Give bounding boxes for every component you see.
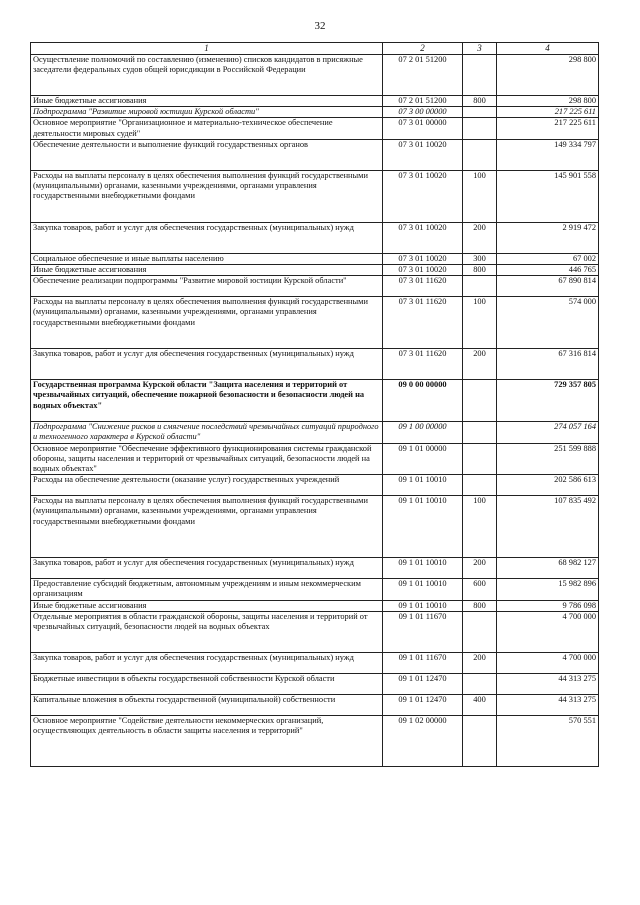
row-type-cell: 100 bbox=[463, 297, 497, 349]
row-amount-cell: 298 800 bbox=[497, 55, 599, 96]
row-code-cell: 09 1 01 11670 bbox=[383, 652, 463, 673]
row-name-cell: Отдельные мероприятия в области гражданской обороны, защиты населения и территорий от чрезвычайных ситуаций, безопасности людей на водных объектах bbox=[31, 611, 383, 652]
row-amount-cell: 9 786 098 bbox=[497, 600, 599, 611]
table-row bbox=[31, 422, 599, 443]
row-type-cell bbox=[463, 673, 497, 694]
row-type-cell bbox=[463, 276, 497, 297]
table-row bbox=[31, 443, 599, 475]
table-row bbox=[31, 475, 599, 496]
row-code-cell: 09 1 01 10010 bbox=[383, 558, 463, 579]
header-col-4: 4 bbox=[497, 43, 599, 55]
row-name-cell: Подпрограмма "Снижение рисков и смягчение последствий чрезвычайных ситуаций природного и техногенного характера в Курской области" bbox=[31, 422, 383, 443]
row-name-cell: Осуществление полномочий по составлению (изменению) списков кандидатов в присяжные заседатели федеральных судов общей юрисдикции в Российской Федерации bbox=[31, 55, 383, 96]
row-name-cell: Предоставление субсидий бюджетным, автономным учреждениям и иным некоммерческим организациям bbox=[31, 579, 383, 600]
row-type-cell: 200 bbox=[463, 349, 497, 380]
row-type-cell: 600 bbox=[463, 579, 497, 600]
row-type-cell: 800 bbox=[463, 96, 497, 107]
table-row bbox=[31, 715, 599, 766]
row-type-cell bbox=[463, 715, 497, 766]
row-type-cell: 800 bbox=[463, 265, 497, 276]
row-code-cell: 09 1 01 12470 bbox=[383, 694, 463, 715]
row-name-cell: Расходы на обеспечение деятельности (оказание услуг) государственных учреждений bbox=[31, 475, 383, 496]
table-row bbox=[31, 276, 599, 297]
row-type-cell bbox=[463, 443, 497, 475]
row-name-cell: Расходы на выплаты персоналу в целях обеспечения выполнения функций государственными (муниципальными) органами, казенными учреждениями, органами управления государственными внебюджетными фондами bbox=[31, 297, 383, 349]
row-type-cell: 200 bbox=[463, 558, 497, 579]
header-col-2: 2 bbox=[383, 43, 463, 55]
table-row bbox=[31, 579, 599, 600]
row-name-cell: Иные бюджетные ассигнования bbox=[31, 600, 383, 611]
row-code-cell: 07 3 00 00000 bbox=[383, 107, 463, 118]
row-name-cell: Капитальные вложения в объекты государственной (муниципальной) собственности bbox=[31, 694, 383, 715]
row-amount-cell: 446 765 bbox=[497, 265, 599, 276]
table-row bbox=[31, 349, 599, 380]
row-type-cell: 100 bbox=[463, 496, 497, 558]
row-amount-cell: 68 982 127 bbox=[497, 558, 599, 579]
table-row bbox=[31, 265, 599, 276]
row-name-cell: Основное мероприятие "Организационное и материально-техническое обеспечение деятельности мировых судей" bbox=[31, 118, 383, 139]
row-amount-cell: 217 225 611 bbox=[497, 107, 599, 118]
row-amount-cell: 574 000 bbox=[497, 297, 599, 349]
row-type-cell bbox=[463, 422, 497, 443]
row-amount-cell: 67 002 bbox=[497, 253, 599, 264]
row-name-cell: Иные бюджетные ассигнования bbox=[31, 265, 383, 276]
table-header-row bbox=[31, 43, 599, 55]
row-amount-cell: 67 890 814 bbox=[497, 276, 599, 297]
row-amount-cell: 251 599 888 bbox=[497, 443, 599, 475]
row-amount-cell: 44 313 275 bbox=[497, 694, 599, 715]
row-code-cell: 09 1 01 12470 bbox=[383, 673, 463, 694]
row-type-cell: 300 bbox=[463, 253, 497, 264]
row-type-cell bbox=[463, 380, 497, 422]
row-amount-cell: 4 700 000 bbox=[497, 611, 599, 652]
table-row bbox=[31, 600, 599, 611]
row-code-cell: 07 3 01 11620 bbox=[383, 297, 463, 349]
row-code-cell: 07 3 01 11620 bbox=[383, 349, 463, 380]
row-name-cell: Иные бюджетные ассигнования bbox=[31, 96, 383, 107]
row-code-cell: 07 3 01 10020 bbox=[383, 170, 463, 222]
row-amount-cell: 44 313 275 bbox=[497, 673, 599, 694]
table-row bbox=[31, 380, 599, 422]
row-type-cell: 100 bbox=[463, 170, 497, 222]
row-code-cell: 09 1 02 00000 bbox=[383, 715, 463, 766]
row-name-cell: Закупка товаров, работ и услуг для обеспечения государственных (муниципальных) нужд bbox=[31, 222, 383, 253]
header-col-1: 1 bbox=[31, 43, 383, 55]
row-name-cell: Расходы на выплаты персоналу в целях обеспечения выполнения функций государственными (муниципальными) органами, казенными учреждениями, органами управления государственными внебюджетными фондами bbox=[31, 170, 383, 222]
row-type-cell bbox=[463, 118, 497, 139]
row-code-cell: 09 1 01 10010 bbox=[383, 475, 463, 496]
row-name-cell: Закупка товаров, работ и услуг для обеспечения государственных (муниципальных) нужд bbox=[31, 349, 383, 380]
row-type-cell: 200 bbox=[463, 652, 497, 673]
row-amount-cell: 67 316 814 bbox=[497, 349, 599, 380]
table-row bbox=[31, 118, 599, 139]
row-type-cell: 200 bbox=[463, 222, 497, 253]
row-amount-cell: 107 835 492 bbox=[497, 496, 599, 558]
row-name-cell: Бюджетные инвестиции в объекты государственной собственности Курской области bbox=[31, 673, 383, 694]
row-type-cell bbox=[463, 107, 497, 118]
table-row bbox=[31, 170, 599, 222]
budget-table bbox=[30, 42, 599, 767]
row-name-cell: Основное мероприятие "Обеспечение эффективного функционирования системы гражданской обороны, защиты населения и территорий от чрезвычайных ситуаций, безопасности людей на водных объектах" bbox=[31, 443, 383, 475]
row-code-cell: 07 2 01 51200 bbox=[383, 55, 463, 96]
row-code-cell: 07 3 01 10020 bbox=[383, 265, 463, 276]
table-row bbox=[31, 652, 599, 673]
row-code-cell: 09 0 00 00000 bbox=[383, 380, 463, 422]
row-amount-cell: 4 700 000 bbox=[497, 652, 599, 673]
table-row bbox=[31, 55, 599, 96]
table-row bbox=[31, 496, 599, 558]
row-type-cell bbox=[463, 611, 497, 652]
row-name-cell: Обеспечение реализации подпрограммы "Развитие мировой юстиции Курской области" bbox=[31, 276, 383, 297]
row-code-cell: 09 1 01 10010 bbox=[383, 600, 463, 611]
table-row bbox=[31, 297, 599, 349]
row-name-cell: Государственная программа Курской области "Защита населения и территорий от чрезвычайных ситуаций, обеспечение пожарной безопасности и безопасности людей на водных объектах" bbox=[31, 380, 383, 422]
row-type-cell bbox=[463, 475, 497, 496]
table-row bbox=[31, 673, 599, 694]
row-name-cell: Закупка товаров, работ и услуг для обеспечения государственных (муниципальных) нужд bbox=[31, 558, 383, 579]
row-name-cell: Закупка товаров, работ и услуг для обеспечения государственных (муниципальных) нужд bbox=[31, 652, 383, 673]
table-row bbox=[31, 96, 599, 107]
row-type-cell: 400 bbox=[463, 694, 497, 715]
row-amount-cell: 145 901 558 bbox=[497, 170, 599, 222]
row-code-cell: 07 3 01 10020 bbox=[383, 139, 463, 170]
row-amount-cell: 202 586 613 bbox=[497, 475, 599, 496]
table-row bbox=[31, 558, 599, 579]
row-code-cell: 09 1 01 10010 bbox=[383, 579, 463, 600]
row-amount-cell: 298 800 bbox=[497, 96, 599, 107]
row-name-cell: Подпрограмма "Развитие мировой юстиции Курской области" bbox=[31, 107, 383, 118]
row-code-cell: 09 1 00 00000 bbox=[383, 422, 463, 443]
row-amount-cell: 274 057 164 bbox=[497, 422, 599, 443]
row-code-cell: 09 1 01 10010 bbox=[383, 496, 463, 558]
row-name-cell: Расходы на выплаты персоналу в целях обеспечения выполнения функций государственными (муниципальными) органами, казенными учреждениями, органами управления государственными внебюджетными фондами bbox=[31, 496, 383, 558]
row-code-cell: 09 1 01 00000 bbox=[383, 443, 463, 475]
page-number: 32 bbox=[314, 20, 326, 32]
table-row bbox=[31, 222, 599, 253]
row-amount-cell: 2 919 472 bbox=[497, 222, 599, 253]
row-amount-cell: 149 334 797 bbox=[497, 139, 599, 170]
table-row bbox=[31, 611, 599, 652]
row-code-cell: 07 3 01 10020 bbox=[383, 253, 463, 264]
row-name-cell: Обеспечение деятельности и выполнение функций государственных органов bbox=[31, 139, 383, 170]
table-row bbox=[31, 253, 599, 264]
row-amount-cell: 217 225 611 bbox=[497, 118, 599, 139]
row-amount-cell: 15 982 896 bbox=[497, 579, 599, 600]
table-row bbox=[31, 139, 599, 170]
row-code-cell: 07 2 01 51200 bbox=[383, 96, 463, 107]
row-code-cell: 07 3 01 10020 bbox=[383, 222, 463, 253]
row-code-cell: 07 3 01 00000 bbox=[383, 118, 463, 139]
row-amount-cell: 729 357 805 bbox=[497, 380, 599, 422]
row-code-cell: 09 1 01 11670 bbox=[383, 611, 463, 652]
table-row bbox=[31, 694, 599, 715]
table-row bbox=[31, 107, 599, 118]
row-type-cell bbox=[463, 55, 497, 96]
row-name-cell: Социальное обеспечение и иные выплаты населению bbox=[31, 253, 383, 264]
row-type-cell: 800 bbox=[463, 600, 497, 611]
row-code-cell: 07 3 01 11620 bbox=[383, 276, 463, 297]
row-type-cell bbox=[463, 139, 497, 170]
header-col-3: 3 bbox=[463, 43, 497, 55]
row-name-cell: Основное мероприятие "Содействие деятельности некоммерческих организаций, осуществляющих деятельность в области защиты населения и территорий" bbox=[31, 715, 383, 766]
row-amount-cell: 570 551 bbox=[497, 715, 599, 766]
